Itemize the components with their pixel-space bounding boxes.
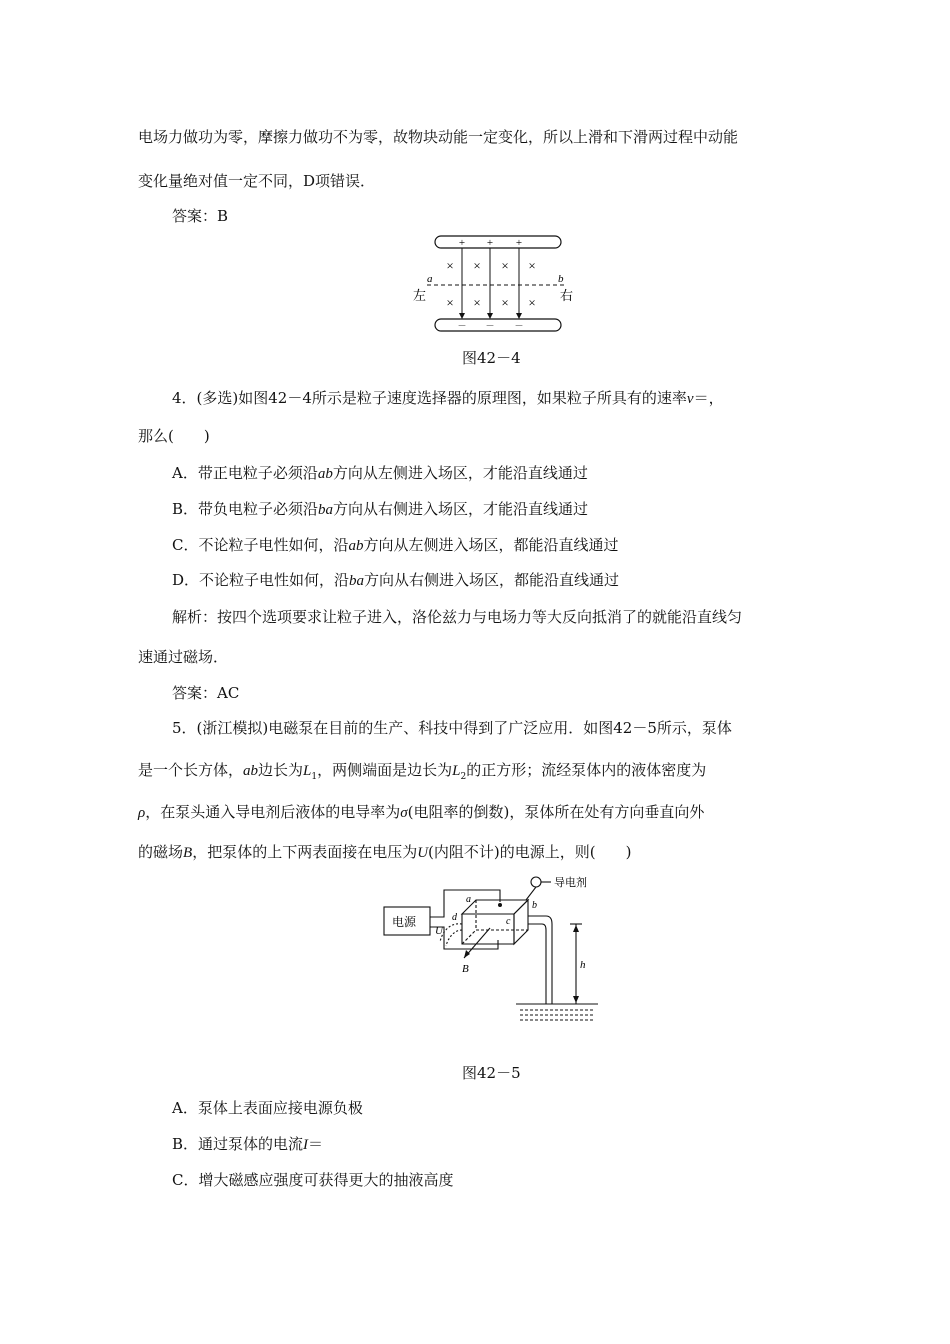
option-a: A．泵体上表面应接电源负极 <box>172 1099 363 1117</box>
text-line: 是一个长方体，ab边长为$L_1$，两侧端面是边长为$L_2$的正方形；流经泵体内的液体密度为 <box>138 761 707 782</box>
pump-side <box>514 900 528 944</box>
minus-sign: － <box>485 321 495 331</box>
svg-text:×: × <box>528 295 536 310</box>
top-plate <box>435 236 561 248</box>
wire <box>430 890 500 917</box>
answer-line: 答案：AC <box>172 684 240 702</box>
pump-top <box>462 900 528 914</box>
figure-caption: 图42－4 <box>462 349 521 367</box>
text-line: 电场力做功为零，摩擦力做功不为零，故物块动能一定变化，所以上滑和下滑两过程中动能 <box>138 128 739 146</box>
option-b: B．通过泵体的电流I＝ <box>172 1135 324 1153</box>
label-right: 右 <box>560 288 574 303</box>
svg-text:×: × <box>501 295 509 310</box>
label-a: a <box>466 894 471 905</box>
label-h: h <box>580 959 586 971</box>
option-a: A．带正电粒子必须沿ab方向从左侧进入场区，才能沿直线通过 <box>172 464 588 482</box>
outlet-pipe <box>528 916 552 1004</box>
svg-text:×: × <box>528 258 536 273</box>
option-c: C．增大磁感应强度可获得更大的抽液高度 <box>172 1171 454 1189</box>
figure-42-5 <box>380 872 610 1027</box>
bottom-plate <box>435 319 561 331</box>
svg-text:×: × <box>501 258 509 273</box>
text-line: 那么( ) <box>138 427 210 445</box>
agent-funnel <box>531 877 541 887</box>
field-lines <box>462 248 519 316</box>
minus-sign: － <box>514 321 524 331</box>
plus-sign: + <box>515 237 523 249</box>
svg-text:×: × <box>446 258 454 273</box>
text-line: 速通过磁场． <box>138 648 229 666</box>
figure-caption: 图42－5 <box>462 1064 521 1082</box>
magnetic-crosses <box>446 258 535 310</box>
agent-label: 导电剂 <box>554 877 587 889</box>
plus-sign: + <box>486 237 494 249</box>
svg-text:×: × <box>446 295 454 310</box>
label-u: U <box>435 925 443 937</box>
text-line: 变化量绝对值一定不同，D项错误． <box>138 172 376 190</box>
label-d: d <box>452 912 457 923</box>
arrow-heads <box>459 313 522 319</box>
label-b-field: B <box>462 963 469 975</box>
label-left: 左 <box>413 288 427 303</box>
answer-line: 答案：B <box>172 207 229 225</box>
question-5: 5．(浙江模拟)电磁泵在目前的生产、科技中得到了广泛应用．如图42－5所示，泵体 <box>172 719 732 737</box>
power-source-label: 电源 <box>392 915 417 929</box>
label-b: b <box>558 273 564 285</box>
plus-sign: + <box>458 237 466 249</box>
label-b: b <box>532 900 537 911</box>
svg-text:×: × <box>473 295 481 310</box>
analysis-line: 解析：按四个选项要求让粒子进入，洛伦兹力与电场力等大反向抵消了的就能沿直线匀 <box>172 608 743 626</box>
minus-sign: － <box>457 321 467 331</box>
text-line: ρ，在泵头通入导电剂后液体的电导率为σ(电阻率的倒数)，泵体所在处有方向垂直向外 <box>138 803 705 821</box>
label-a: a <box>427 273 433 285</box>
figure-42-4 <box>405 232 585 337</box>
option-d: D．不论粒子电性如何，沿ba方向从右侧进入场区，都能沿直线通过 <box>172 571 620 589</box>
question-4: 4．(多选)如图42－4所示是粒子速度选择器的原理图，如果粒子所具有的速率v＝， <box>172 389 724 407</box>
svg-text:×: × <box>473 258 481 273</box>
option-b: B．带负电粒子必须沿ba方向从右侧进入场区，才能沿直线通过 <box>172 500 589 518</box>
text-line: 的磁场B，把泵体的上下两表面接在电压为U(内阻不计)的电源上，则( ) <box>138 843 632 861</box>
label-c: c <box>506 916 511 927</box>
option-c: C．不论粒子电性如何，沿ab方向从左侧进入场区，都能沿直线通过 <box>172 536 619 554</box>
